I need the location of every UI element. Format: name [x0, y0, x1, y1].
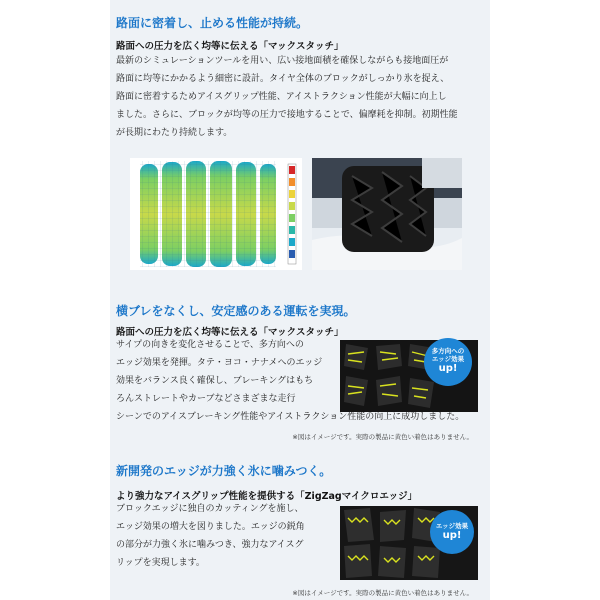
section-1-subheading: 路面への圧力を広く均等に伝える「マックスタッチ」: [116, 41, 344, 52]
edge-effect-badge: [430, 510, 474, 554]
badge-label: エッジ効果: [435, 522, 469, 530]
section-3-heading: 新開発のエッジが力強く氷に噛みつく。: [116, 464, 332, 478]
badge-up: up!: [442, 530, 462, 541]
multi-direction-edge-badge: [424, 338, 472, 386]
section-3-line: の部分が力強く氷に噛みつき、強力なアイスグ: [116, 540, 304, 550]
section-3-line: ブロックエッジに独自のカッティングを施し、: [116, 504, 304, 514]
section-2-note: ※図はイメージです。実際の製品に黄色い着色はありません。: [292, 433, 473, 441]
section-3-note: ※図はイメージです。実際の製品に黄色い着色はありません。: [292, 589, 473, 597]
badge-label: エッジ効果: [431, 355, 465, 363]
section-1-line: が長期にわたり持続します。: [116, 128, 233, 138]
section-3-line: エッジ効果の増大を図りました。エッジの鋭角: [116, 522, 305, 532]
pressure-simulation-image: [130, 158, 302, 270]
section-2-line: ろんストレートやカーブなどさまざまな走行: [116, 394, 296, 404]
section-1-line: ました。さらに、ブロックが均等の圧力で接地することで、偏摩耗を抑制。初期性能: [116, 110, 458, 120]
section-2-line: エッジ効果を発揮。タテ・ヨコ・ナナメへのエッジ: [116, 358, 323, 368]
section-2-heading: 横ブレをなくし、安定感のある運転を実現。: [116, 304, 356, 318]
section-1-heading: 路面に密着し、止める性能が持続。: [116, 16, 309, 30]
section-2-subheading: 路面への圧力を広く均等に伝える「マックスタッチ」: [116, 327, 344, 338]
badge-up: up!: [438, 363, 458, 374]
section-1-line: 路面に密着するためアイスグリップ性能、アイストラクション性能が大幅に向上し: [116, 92, 447, 102]
section-1-line: 路面に均等にかかるよう細密に設計。タイヤ全体のブロックがしっかり氷を捉え、: [116, 74, 450, 84]
section-1-line: 最新のシミュレーションツールを用い、広い接地面積を確保しながらも接地面圧が: [116, 56, 449, 66]
tire-on-snow-photo: [312, 158, 462, 270]
section-2-line: サイプの向きを変化させることで、多方向への: [116, 340, 304, 350]
section-2-line: シーンでのアイスブレーキング性能やアイストラクション性能の向上に成功しました。: [116, 412, 465, 422]
badge-label: 多方向への: [431, 347, 465, 355]
section-3-subheading: より強力なアイスグリップ性能を提供する「ZigZagマイクロエッジ」: [116, 491, 418, 502]
section-2-line: 効果をバランス良く確保し、ブレーキングはもち: [116, 376, 314, 386]
section-3-line: リップを実現します。: [116, 558, 205, 568]
section-3-body: [116, 500, 305, 572]
section-1-body: [116, 52, 458, 142]
